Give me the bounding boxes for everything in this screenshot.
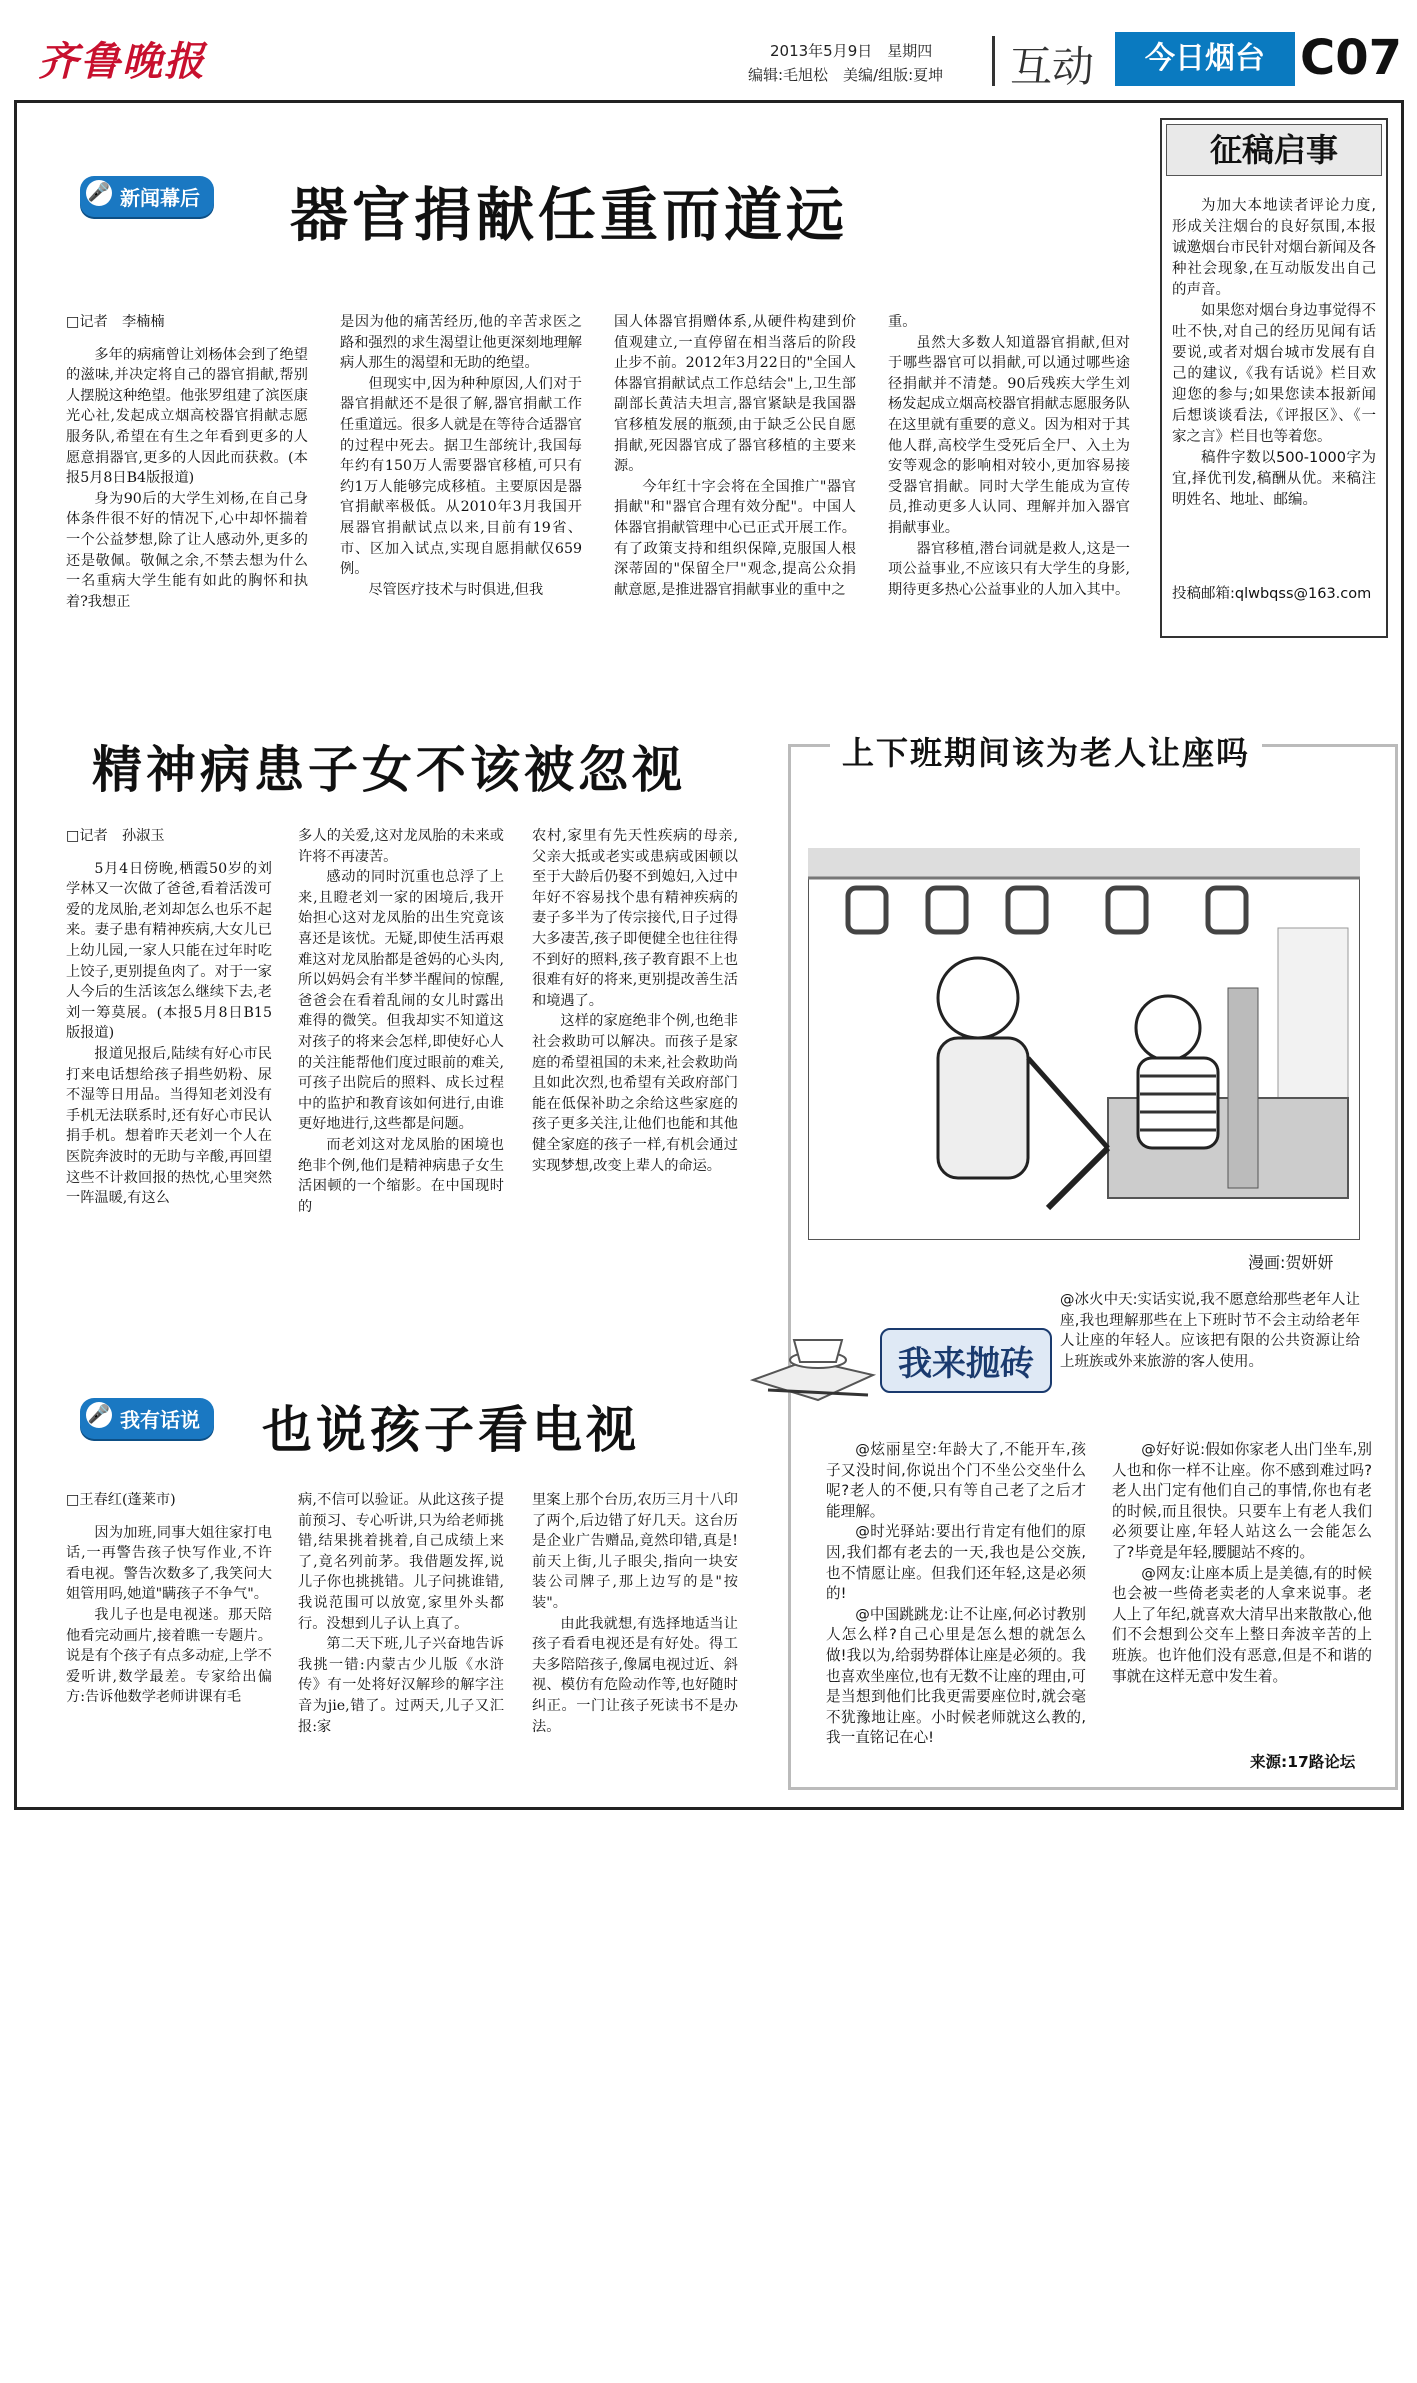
cartoon-credit: 漫画:贺妍妍 <box>1248 1253 1334 1272</box>
microphone-icon: 🎤 <box>86 180 112 206</box>
article1-col-4: 重。 虽然大多数人知道器官捐献,但对于哪些器官可以捐献,可以通过哪些途径捐献并不清楚。90后残疾大学生刘杨发起成立烟高校器官捐献志愿服务队在这里就有重要的意义。因为相对于其他人群,高校学生受死后全尸、入土为安等观念的影响相对较小,更加容易接受器官捐献。同时大学生能成为宣传员,推动更多人认同、理解并加入器官捐献事业。 器官移植,潜台词就是救人,这是一项公益事业,不应该只有大学生的身影,期待更多热心公益事业的人加入其中。 <box>888 314 1130 598</box>
article2-col-2: 多人的关爱,这对龙凤胎的未来或许将不再凄苦。 感动的同时沉重也总浮了上来,且瞪老刘一家的困境后,我开始担心这对龙凤胎的出生究竟该喜还是该忧。无疑,即使生活再艰难这对龙凤胎都是爸妈的心头肉,所以妈妈会有半梦半醒间的惊醒,爸爸会在看着乱闹的女儿时露出难得的微笑。但我却实不知道这对孩子的将来会怎样,即使好心人的关注能帮他们度过眼前的难关,可孩子出院后的照料、成长过程中的监护和教育该如何进行,由谁更好地进行,这些都是问题。 而老刘这对龙凤胎的困境也绝非个例,他们是精神病患子女生活困顿的一个缩影。在中国现时的 <box>298 828 504 1215</box>
byline: □记者 李楠楠 <box>66 314 165 330</box>
section-name: 互动 <box>1010 42 1095 91</box>
article2-col-3: 农村,家里有先天性疾病的母亲,父亲大抵或老实或患病或困顿以至于大龄后仍娶不到媳妇,入过中年好不容易找个患有精神疾病的妻子多半为了传宗接代,日子过得大多凄苦,孩子即便健全也往往得不到好的照料,孩子教育跟不上也很难有好的将来,更别提改善生活和境遇了。 这样的家庭绝非个例,也绝非社会救助可以解决。而孩子是家庭的希望祖国的未来,社会救助尚且如此次烈,也希望有关政府部门能在低保补助之余给这些家庭的孩子更多关注,让他们也能和其他健全家庭的孩子一样,有机会通过实现梦想,改变上辈人的命运。 <box>532 828 738 1174</box>
coffee-newspaper-icon <box>748 1320 878 1410</box>
article1-col-1: □记者 李楠楠 多年的病痛曾让刘杨体会到了绝望的滋味,并决定将自己的器官捐献,帮别人摆脱这种绝望。他张罗组建了滨医康光心社,发起成立烟高校器官捐献志愿服务队,希望在有生之年看到更多的人愿意捐器官,更多的人因此而获救。(本报5月8日B4版报道) 身为90后的大学生刘杨,在自己身体条件很不好的情况下,心中却怀揣着一个公益梦想,除了让人感动外,更多的还是敬佩。敬佩之余,不禁去想为什么一名重病大学生能有如此的胸怀和执着?我想正 <box>66 314 308 610</box>
bus-cartoon-illustration <box>808 848 1360 1240</box>
headline-organ-donation: 器官捐献任重而道远 <box>290 181 849 249</box>
issue-date: 2013年5月9日 星期四 <box>770 42 933 60</box>
microphone-icon: 🎤 <box>86 1402 112 1428</box>
tag-label: 新闻幕后 <box>120 186 200 210</box>
headline-mental-illness: 精神病患子女不该被忽视 <box>92 740 686 799</box>
page-number: C07 <box>1300 30 1403 86</box>
byline: □王春红(蓬莱市) <box>66 1492 176 1508</box>
article1-col-3: 国人体器官捐赠体系,从硬件构建到价值观建立,一直停留在相当落后的阶段止步不前。2012年3月22日的"全国人体器官捐献试点工作总结会"上,卫生部副部长黄洁夫坦言,器官紧缺是我国器官移植发展的瓶颈,由于缺乏公民自愿捐献,死因器官成了器官移植的主要来源。 今年红十字会将在全国推广"器官捐献"和"器官合理有效分配"。中国人体器官捐献管理中心已正式开展工作。有了政策支持和组织保障,克服国人根深蒂固的"保留全尸"观念,提高公众捐献意愿,是推进器官捐献事业的重中之 <box>614 314 856 598</box>
comment-first: @冰火中天:实话实说,我不愿意给那些老年人让座,我也理解那些在上下班时节不会主动给老年人让座的年轻人。应该把有限的公共资源让给上班族或外来旅游的客人使用。 <box>1060 1292 1360 1370</box>
comments-source: 来源:17路论坛 <box>1250 1753 1356 1771</box>
call-for-submissions-title: 征稿启事 <box>1166 124 1382 176</box>
comments-right-column: @好好说:假如你家老人出门坐车,别人也和你一样不让座。你不感到难过吗?老人出门定有他们自己的事情,你也有老的时候,而且很快。只要车上有老人我们必须要让座,年轻人站这么一会能怎么了?毕竟是年轻,腰腿站不疼的。 @网友:让座本质上是美德,有的时候也会被一些倚老卖老的人拿来说事。老人上了年纪,就喜欢大清早出来散散心,他们不会想到公交车上整日奔波辛苦的上班族。也许他们没有恶意,但是不和谐的事就在这样无意中发生着。 <box>1112 1441 1372 1685</box>
tag-news-behind <box>80 176 214 217</box>
comments-left-column: @炫丽星空:年龄大了,不能开车,孩子又没时间,你说出个门不坐公交坐什么呢?老人的不便,只有等自己老了之后才能理解。 @时光驿站:要出行肯定有他们的原因,我们都有老去的一天,我也是公交族,也不情愿让座。但我们还年轻,这是必须的! @中国跳跳龙:让不让座,何必讨教别人怎么样?自己心里是怎么想的就怎么做!我以为,给弱势群体让座是必须的。我也喜欢坐座位,也有无数不让座的理由,可是当想到他们比我更需要座位时,就会毫不犹豫地让座。小时候老师就这么教的,我一直铭记在心! <box>826 1441 1086 1747</box>
byline: □记者 孙淑玉 <box>66 828 165 844</box>
masthead-logo: 齐鲁晚报 <box>38 38 206 85</box>
article1-col-2: 是因为他的痛苦经历,他的辛苦求医之路和强烈的求生渴望让他更深刻地理解病人那生的渴望和无助的绝望。 但现实中,因为种种原因,人们对于器官捐献还不是很了解,器官捐献工作任重道远。很多人就是在等待合适器官的过程中死去。据卫生部统计,我国每年约有150万人需要器官移植,可只有约1万人能够完成移植。主要原因是器官捐献率极低。从2010年3月我国开展器官捐献试点以来,目前有19省、市、区加入试点,实现自愿捐献仅659例。 尽管医疗技术与时俱进,但我 <box>340 314 582 598</box>
headline-kids-tv: 也说孩子看电视 <box>262 1400 640 1459</box>
article3-col-2: 病,不信可以验证。从此这孩子提前预习、专心听讲,只为给老师挑错,结果挑着挑着,自己成绩上来了,竟名列前茅。我借题发挥,说儿子你也挑挑错。儿子问挑谁错,我说范围可以放宽,家里外头都行。没想到儿子认上真了。 第二天下班,儿子兴奋地告诉我挑一错:内蒙古少儿版《水浒传》有一处将好汉解珍的解字注音为jie,错了。过两天,儿子又汇报:家 <box>298 1492 504 1735</box>
editor-credits: 编辑:毛旭松 美编/组版:夏坤 <box>748 66 944 84</box>
article2-col-1: □记者 孙淑玉 5月4日傍晚,栖霞50岁的刘学林又一次做了爸爸,看着活泼可爱的龙凤胎,老刘却怎么也乐不起来。妻子患有精神疾病,大女儿已上幼儿园,一家人只能在过年时吃上饺子,更别提鱼肉了。对于一家人今后的生活该怎么继续下去,老刘一筹莫展。(本报5月8日B15版报道) 报道见报后,陆续有好心市民打来电话想给孩子捐些奶粉、尿不湿等日用品。当得知老刘没有手机无法联系时,还有好心市民认捐手机。想着昨天老刘一个人在医院奔波时的无助与辛酸,再回望这些不计救回报的热忱,心里突然一阵温暖,有这么 <box>66 828 272 1207</box>
region-label: 今日烟台 <box>1115 32 1295 86</box>
article3-col-1: □王春红(蓬莱市) 因为加班,同事大姐往家打电话,一再警告孩子快写作业,不许看电视。警告次数多了,我笑问大姐管用吗,她道"瞒孩子不争气"。 我儿子也是电视迷。那天陪他看完动画片,接着瞧一专题片。说是有个孩子有点多动症,上学不爱听讲,数学最差。专家给出偏方:告诉他数学老师讲课有毛 <box>66 1492 272 1706</box>
submission-email: 投稿邮箱:qlwbqss@163.com <box>1172 586 1372 602</box>
call-for-submissions-body: 为加大本地读者评论力度,形成关注烟台的良好氛围,本报诚邀烟台市民针对烟台新闻及各种社会现象,在互动版发出自己的声音。 如果您对烟台身边事觉得不吐不快,对自己的经历见闻有话要说,或者对烟台城市发展有自己的建议,《我有话说》栏目欢迎您的参与;如果您读本报新闻后想谈谈看法,《评报区》、《一家之言》栏目也等着您。 稿件字数以500-1000字为宜,择优刊发,稿酬从优。来稿注明姓名、地址、邮编。 <box>1172 198 1376 508</box>
header-divider <box>992 36 995 86</box>
tag-i-have-something-to-say <box>80 1398 214 1439</box>
bus-seat-headline: 上下班期间该为老人让座吗 <box>830 728 1262 774</box>
tag-label: 我有话说 <box>120 1408 200 1432</box>
article3-col-3: 里案上那个台历,农历三月十八印了两个,后边错了好几天。这台历是企业广告赠品,竟然印错,真是!前天上街,儿子眼尖,指向一块安装公司牌子,那上边写的是"按装"。 由此我就想,有选择地适当让孩子看看电视还是有好处。得工夫多陪陪孩子,像属电视过近、斜视、模仿有危险动作等,也好随时纠正。一门让孩子死读书不是办法。 <box>532 1492 738 1735</box>
i-start-the-discussion-banner: 我来抛砖 <box>880 1328 1052 1393</box>
